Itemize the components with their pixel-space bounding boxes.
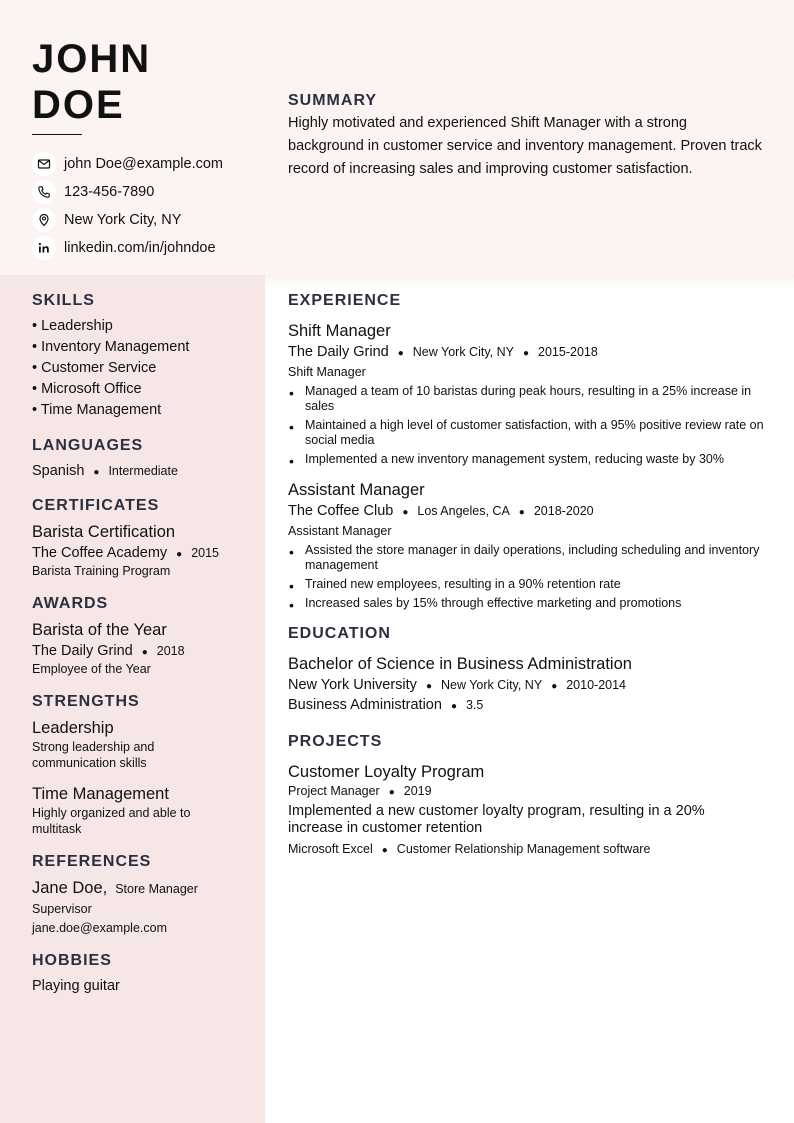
- references-section: [32, 853, 257, 936]
- job-dates: 2015-2018: [538, 345, 598, 359]
- education-gpa: 3.5: [465, 698, 484, 712]
- strength-name: Time Management: [32, 785, 169, 803]
- award-year: 2018: [156, 644, 185, 658]
- education-field: Business Administration: [288, 697, 442, 713]
- reference-position: Store Manager: [115, 882, 198, 896]
- experience-title: EXPERIENCE: [288, 292, 402, 309]
- skill-item: • Leadership: [32, 318, 113, 334]
- contact-location-text: New York City, NY: [64, 212, 182, 228]
- skills-title: SKILLS: [32, 292, 95, 309]
- linkedin-icon: [32, 236, 56, 260]
- right-column: [288, 292, 768, 871]
- project-tool: Customer Relationship Management software: [396, 842, 651, 856]
- job-bullets: [288, 384, 768, 467]
- award-issuer: The Daily Grind: [32, 643, 133, 659]
- language-name: Spanish: [32, 463, 85, 479]
- separator-dot: ●: [402, 507, 409, 518]
- job-company: The Daily Grind: [288, 344, 389, 360]
- certificates-section: [32, 497, 257, 579]
- separator-dot: ●: [450, 701, 457, 712]
- education-meta: [288, 675, 768, 695]
- award-name: Barista of the Year: [32, 621, 167, 639]
- hobby-item: Playing guitar: [32, 978, 120, 994]
- contact-list: [32, 150, 223, 262]
- certificate-meta: [32, 543, 257, 563]
- certificate-issuer: The Coffee Academy: [32, 545, 168, 561]
- award-meta: [32, 641, 257, 661]
- project-tool: Microsoft Excel: [288, 842, 373, 856]
- job-title: Shift Manager: [288, 322, 391, 340]
- job-bullet: • Maintained a high level of customer satisfaction, with a 95% positive review rate on social media: [288, 418, 768, 448]
- contact-linkedin-text: linkedin.com/in/johndoe: [64, 240, 216, 256]
- job-location: Los Angeles, CA: [417, 504, 510, 518]
- certificate-description: Barista Training Program: [32, 564, 171, 578]
- summary-section: [288, 92, 763, 181]
- name-line-last: DOE: [32, 83, 125, 127]
- languages-title: LANGUAGES: [32, 437, 144, 454]
- job-bullets: [288, 543, 768, 611]
- reference-name: Jane Doe,: [32, 879, 108, 897]
- reference-header: [32, 877, 257, 899]
- awards-section: [32, 595, 257, 677]
- job-bullet: • Increased sales by 15% through effective marketing and promotions: [288, 596, 768, 611]
- separator-dot: ●: [176, 549, 183, 560]
- certificate-name: Barista Certification: [32, 523, 176, 541]
- separator-dot: ●: [93, 467, 100, 478]
- hobbies-section: [32, 952, 257, 997]
- job-location: New York City, NY: [412, 345, 514, 359]
- job-bullet: • Trained new employees, resulting in a 90% retention rate: [288, 577, 768, 592]
- project-year: 2019: [403, 784, 432, 798]
- summary-title: SUMMARY: [288, 92, 378, 109]
- mail-icon: [32, 152, 56, 176]
- projects-title: PROJECTS: [288, 733, 383, 750]
- project-description: Implemented a new customer loyalty program, resulting in a 20% increase in customer retention: [288, 803, 705, 836]
- separator-dot: ●: [397, 348, 404, 359]
- certificate-year: 2015: [191, 546, 220, 560]
- phone-icon: [32, 180, 56, 204]
- contact-email-text: john Doe@example.com: [64, 156, 223, 172]
- education-section: [288, 625, 768, 715]
- job-meta: [288, 342, 768, 362]
- skill-item: • Microsoft Office: [32, 381, 142, 397]
- project-meta: [288, 783, 768, 799]
- name-line-first: JOHN: [32, 37, 152, 81]
- experience-section: [288, 292, 768, 611]
- separator-dot: ●: [388, 787, 395, 798]
- job-role: Shift Manager: [288, 365, 366, 379]
- certificates-title: CERTIFICATES: [32, 497, 160, 514]
- separator-dot: ●: [522, 348, 530, 359]
- contact-phone[interactable]: [32, 178, 223, 206]
- summary-text: Highly motivated and experienced Shift Manager with a strong background in customer service and inventory management. Proven track record of increasing sales and improving customer satisfaction.: [288, 115, 762, 177]
- experience-entry: [288, 479, 768, 611]
- job-dates: 2018-2020: [533, 504, 594, 518]
- contact-phone-text: 123-456-7890: [64, 184, 155, 200]
- education-dates: 2010-2014: [566, 678, 627, 692]
- location-icon: [32, 208, 56, 232]
- references-title: REFERENCES: [32, 853, 152, 870]
- languages-section: [32, 437, 257, 481]
- reference-email[interactable]: jane.doe@example.com: [32, 921, 167, 935]
- project-role: Project Manager: [288, 784, 380, 798]
- contact-location: [32, 206, 223, 234]
- contact-email[interactable]: [32, 150, 223, 178]
- left-column: [32, 292, 257, 1013]
- education-details: [288, 695, 768, 715]
- separator-dot: ●: [551, 681, 558, 692]
- separator-dot: ●: [381, 845, 388, 856]
- strengths-section: [32, 693, 257, 837]
- education-school: New York University: [288, 677, 417, 693]
- job-company: The Coffee Club: [288, 503, 394, 519]
- job-bullet: • Implemented a new inventory management system, reducing waste by 30%: [288, 452, 768, 467]
- strength-description: Highly organized and able to multitask: [32, 806, 191, 836]
- education-degree: Bachelor of Science in Business Administration: [288, 655, 632, 673]
- job-meta: [288, 501, 768, 521]
- language-level: Intermediate: [108, 464, 178, 478]
- skill-item: • Customer Service: [32, 360, 157, 376]
- strengths-title: STRENGTHS: [32, 693, 140, 710]
- strength-name: Leadership: [32, 719, 114, 737]
- job-title: Assistant Manager: [288, 481, 425, 499]
- hobbies-title: HOBBIES: [32, 952, 112, 969]
- job-bullet: • Assisted the store manager in daily operations, including scheduling and inventory management: [288, 543, 768, 573]
- reference-relation: Supervisor: [32, 902, 92, 916]
- skill-item: • Time Management: [32, 402, 162, 418]
- job-bullet: • Managed a team of 10 baristas during peak hours, resulting in a 25% increase in sales: [288, 384, 768, 414]
- award-description: Employee of the Year: [32, 662, 151, 676]
- name-divider: [32, 134, 82, 135]
- candidate-name: [32, 36, 151, 128]
- education-title: EDUCATION: [288, 625, 391, 642]
- skills-section: [32, 292, 257, 421]
- strength-description: Strong leadership and communication skills: [32, 740, 155, 770]
- job-role: Assistant Manager: [288, 524, 392, 538]
- experience-entry: [288, 320, 768, 467]
- separator-dot: ●: [425, 681, 432, 692]
- education-location: New York City, NY: [440, 678, 543, 692]
- awards-title: AWARDS: [32, 595, 109, 612]
- contact-linkedin[interactable]: [32, 234, 223, 262]
- language-item: [32, 461, 257, 481]
- projects-section: [288, 733, 768, 857]
- separator-dot: ●: [141, 647, 148, 658]
- separator-dot: ●: [518, 507, 525, 518]
- skill-item: • Inventory Management: [32, 339, 190, 355]
- project-name: Customer Loyalty Program: [288, 763, 485, 781]
- project-tools: [288, 841, 768, 857]
